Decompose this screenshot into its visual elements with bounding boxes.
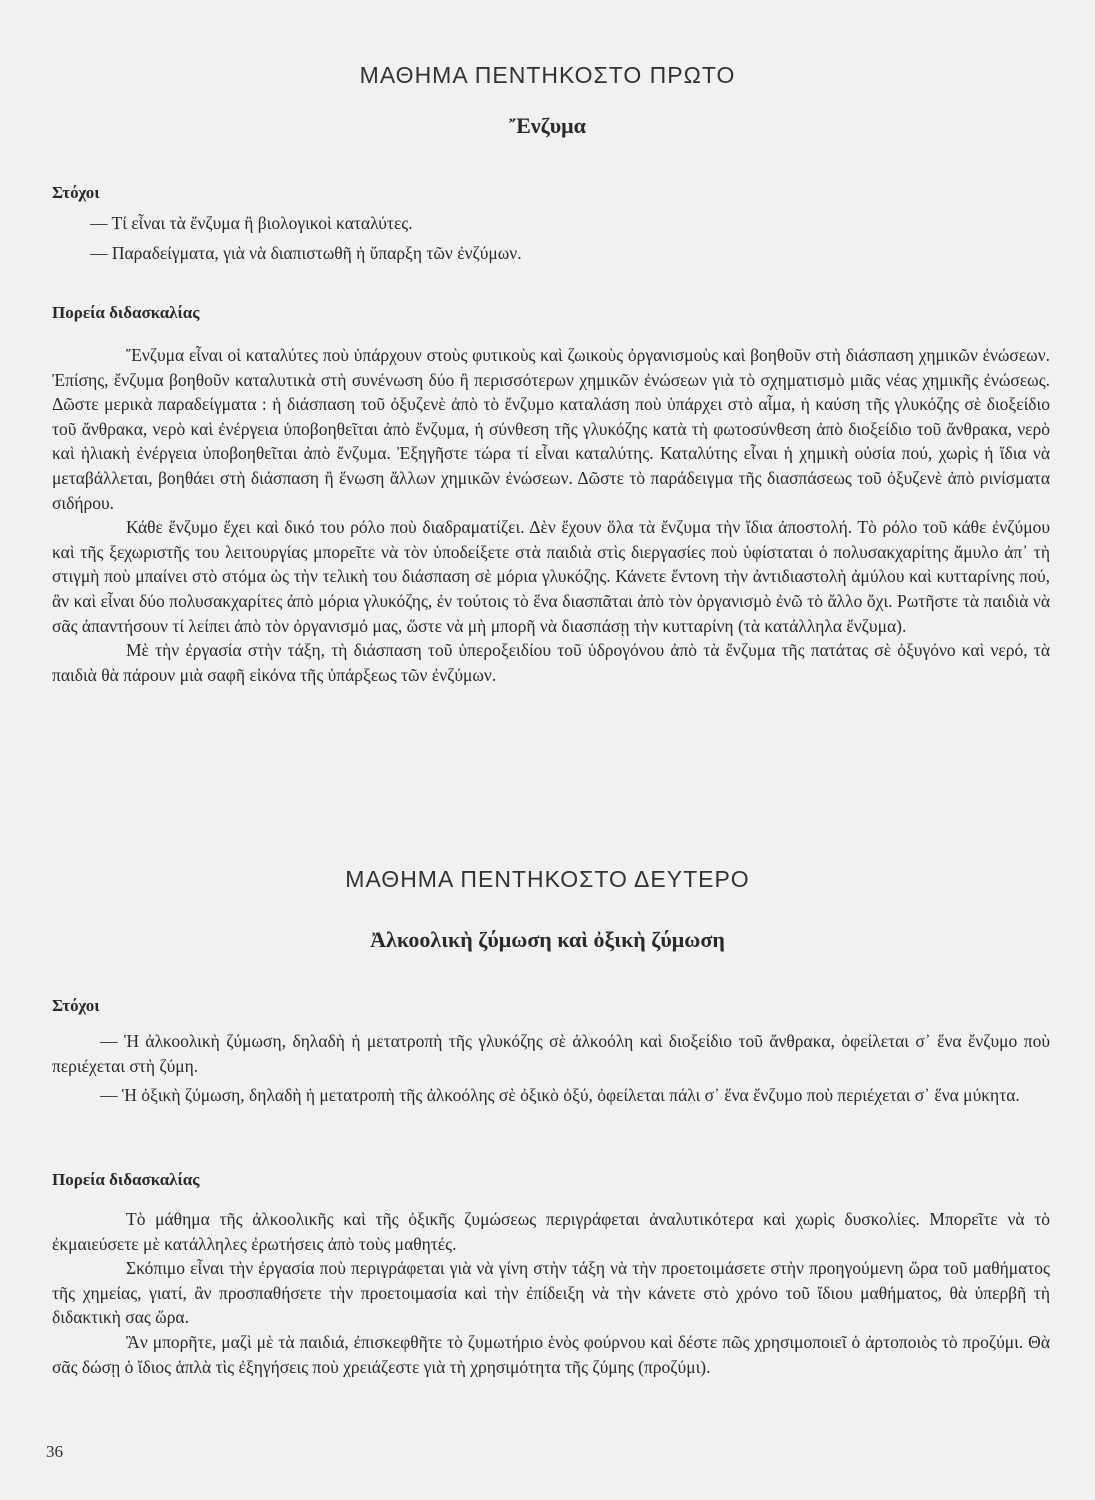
lesson-52-goal-1: — Ἡ ἀλκοολικὴ ζύμωση, δηλαδὴ ἡ μετατροπὴ τῆς γλυκόζης σὲ ἀλκοόλη καὶ διοξείδιο τοῦ ἄνθρακα, ὀφείλεται σ᾽ ἕνα ἔνζυμο ποὺ περιέχεται στὴ ζύμη. <box>52 1031 1050 1076</box>
lesson-51-goal-1: — Τί εἶναι τὰ ἔνζυμα ἢ βιολογικοὶ καταλύτες. <box>90 213 413 233</box>
lesson-51-body <box>52 343 1050 687</box>
lesson-51-paragraph-2: Κάθε ἔνζυμο ἔχει καὶ δικό του ρόλο ποὺ διαδραματίζει. Δὲν ἔχουν ὅλα τὰ ἔνζυμα τὴν ἴδια ἀποστολή. Τὸ ρόλο τοῦ κάθε ἐνζύμου καὶ τῆς ξεχωριστῆς του λειτουργίας μπορεῖτε νὰ τὸν ὑποδείξετε στὰ παιδιὰ στὶς διεργασίες ποὺ ὑφίσταται ὁ πολυσακχαρίτης ἄμυλο ἀπ᾽ τὴ στιγμὴ ποὺ μπαίνει στὸ στόμα ὡς τὴν τελικὴ του διάσπαση σὲ μόρια γλυκόζης. Κάνετε ἔντονη τὴν ἀντιδιαστολὴ ἀμύλου καὶ κυτταρίνης πού, ἂν καὶ εἶναι δύο πολυσακχαρίτες ἀπὸ μόρια γλυκόζης, ἐν τούτοις τὸ ἕνα διασπᾶται ἀπὸ τὸν ὀργανισμὸ ἐνῶ τὸ ἄλλο ὄχι. Ρωτῆστε τὰ παιδιὰ νὰ σᾶς ἀπαντήσουν τί λείπει ἀπὸ τὸν ὀργανισμό μας, ὥστε νὰ μὴ μπορῆ νὰ διασπάσῃ τὴν κυτταρίνη (τὰ κατάλληλα ἔνζυμα). <box>52 517 1050 636</box>
lesson-52-body <box>52 1207 1050 1379</box>
lesson-51-subtitle: Ἔνζυμα <box>509 113 586 138</box>
lesson-52-subtitle: Ἀλκοολικὴ ζύμωση καὶ ὀξικὴ ζύμωση <box>370 927 725 952</box>
lesson-52-goal-2: — Ἡ ὀξικὴ ζύμωση, δηλαδὴ ἡ μετατροπὴ τῆς ἀλκοόλης σὲ ὀξικὸ ὀξύ, ὀφείλεται πάλι σ᾽ ἕνα ἔνζυμο ποὺ περιέχεται σ᾽ ἕνα μύκητα. <box>100 1085 1020 1106</box>
lesson-52-teaching-heading: Πορεία διδασκαλίας <box>52 1170 200 1189</box>
lesson-51-teaching-heading: Πορεία διδασκαλίας <box>52 303 200 322</box>
lesson-52-goals <box>52 1029 1050 1108</box>
lesson-51-goal-2: — Παραδείγματα, γιὰ νὰ διαπιστωθῆ ἡ ὕπαρξη τῶν ἐνζύμων. <box>90 243 522 263</box>
lesson-52-paragraph-1: Τὸ μάθημα τῆς ἀλκοολικῆς καὶ τῆς ὀξικῆς ζυμώσεως περιγράφεται ἀναλυτικότερα καὶ χωρὶς δυσκολίες. Μπορεῖτε νὰ τὸ ἐκμαιεύσετε μὲ κατάλληλες ἐρωτήσεις ἀπὸ τοὺς μαθητές. <box>52 1209 1050 1254</box>
lesson-52-paragraph-2: Σκόπιμο εἶναι τὴν ἐργασία ποὺ περιγράφεται γιὰ νὰ γίνη στὴν τάξη νὰ τὴν προετοιμάσετε στὴν προηγούμενη ὥρα τοῦ μαθήματος τῆς χημείας, γιατί, ἂν προσπαθήσετε τὴν προετοιμασία καὶ τὴν ἐπίδειξη νὰ τὴν κάνετε στὸ χρόνο τοῦ ἴδιου μαθήματος, θὰ ὑπερβῆ τὴ διδακτικὴ σας ὥρα. <box>52 1258 1050 1328</box>
lesson-51-title: ΜΑΘΗΜΑ ΠΕΝΤΗΚΟΣΤΟ ΠΡΩΤΟ <box>359 62 736 88</box>
lesson-52-paragraph-3: Ἂν μπορῆτε, μαζὶ μὲ τὰ παιδιά, ἐπισκεφθῆτε τὸ ζυμωτήριο ἑνὸς φούρνου καὶ δέστε πῶς χρησιμοποιεῖ ὁ ἀρτοποιὸς τὸ προζύμι. Θὰ σᾶς δώσῃ ὁ ἴδιος ἁπλὰ τὶς ἐξηγήσεις ποὺ χρειάζεστε γιὰ τὴ χρησιμότητα τῆς ζύμης (προζύμι). <box>52 1331 1050 1377</box>
lesson-52-goals-heading: Στόχοι <box>52 996 100 1015</box>
lesson-52-title: ΜΑΘΗΜΑ ΠΕΝΤΗΚΟΣΤΟ ΔΕΥΤΕΡΟ <box>345 866 750 892</box>
lesson-51-paragraph-1: Ἔνζυμα εἶναι οἱ καταλύτες ποὺ ὑπάρχουν στοὺς φυτικοὺς καὶ ζωικοὺς ὀργανισμοὺς καὶ βοηθοῦν στὴ διάσπαση χημικῶν ἐνώσεων. Ἐπίσης, ἔνζυμα βοηθοῦν καταλυτικὰ στὴ συνένωση δύο ἢ περισσότερων χημικῶν ἐνώσεων γιὰ τὸ σχηματισμὸ μιᾶς νέας χημικῆς ἐνώσεως. Δῶστε μερικὰ παραδείγματα : ἡ διάσπαση τοῦ ὀξυζενὲ ἀπὸ τὸ ἔνζυμο καταλάση ποὺ ὑπάρχει στὸ αἷμα, ἡ καύση τῆς γλυκόζης σὲ διοξείδιο τοῦ ἄνθρακα, νερὸ καὶ ἐνέργεια ὑποβοηθεῖται ἀπὸ ἔνζυμα, ἡ σύνθεση τῆς γλυκόζης κατὰ τὴ φωτοσύνθεση ἀπὸ διοξείδιο τοῦ ἄνθρακα, νερὸ καὶ ἡλιακὴ ἐνέργεια ὑποβοηθεῖται ἀπὸ ἔνζυμα. Ἐξηγῆστε τώρα τί εἶναι καταλύτης. Καταλύτης εἶναι ἡ χημικὴ οὐσία πού, χωρὶς ἡ ἴδια νὰ μεταβάλλεται, βοηθάει στὴ διάσπαση ἢ ἕνωση ἄλλων χημικῶν ἐνώσεων. Δῶστε τὸ παράδειγμα τῆς διασπάσεως τοῦ ὀξυζενὲ ἀπὸ ρινίσματα σιδήρου. <box>52 345 1050 513</box>
page-number: 36 <box>46 1442 63 1461</box>
lesson-51-goals-heading: Στόχοι <box>52 183 100 202</box>
lesson-51-paragraph-3: Μὲ τὴν ἐργασία στὴν τάξη, τὴ διάσπαση τοῦ ὑπεροξειδίου τοῦ ὑδρογόνου ἀπὸ τὰ ἔνζυμα τῆς πατάτας σὲ ὀξυγόνο καὶ νερό, τὰ παιδιὰ θὰ πάρουν μιὰ σαφῆ εἰκόνα τῆς ὑπάρξεως τῶν ἐνζύμων. <box>52 640 1050 685</box>
